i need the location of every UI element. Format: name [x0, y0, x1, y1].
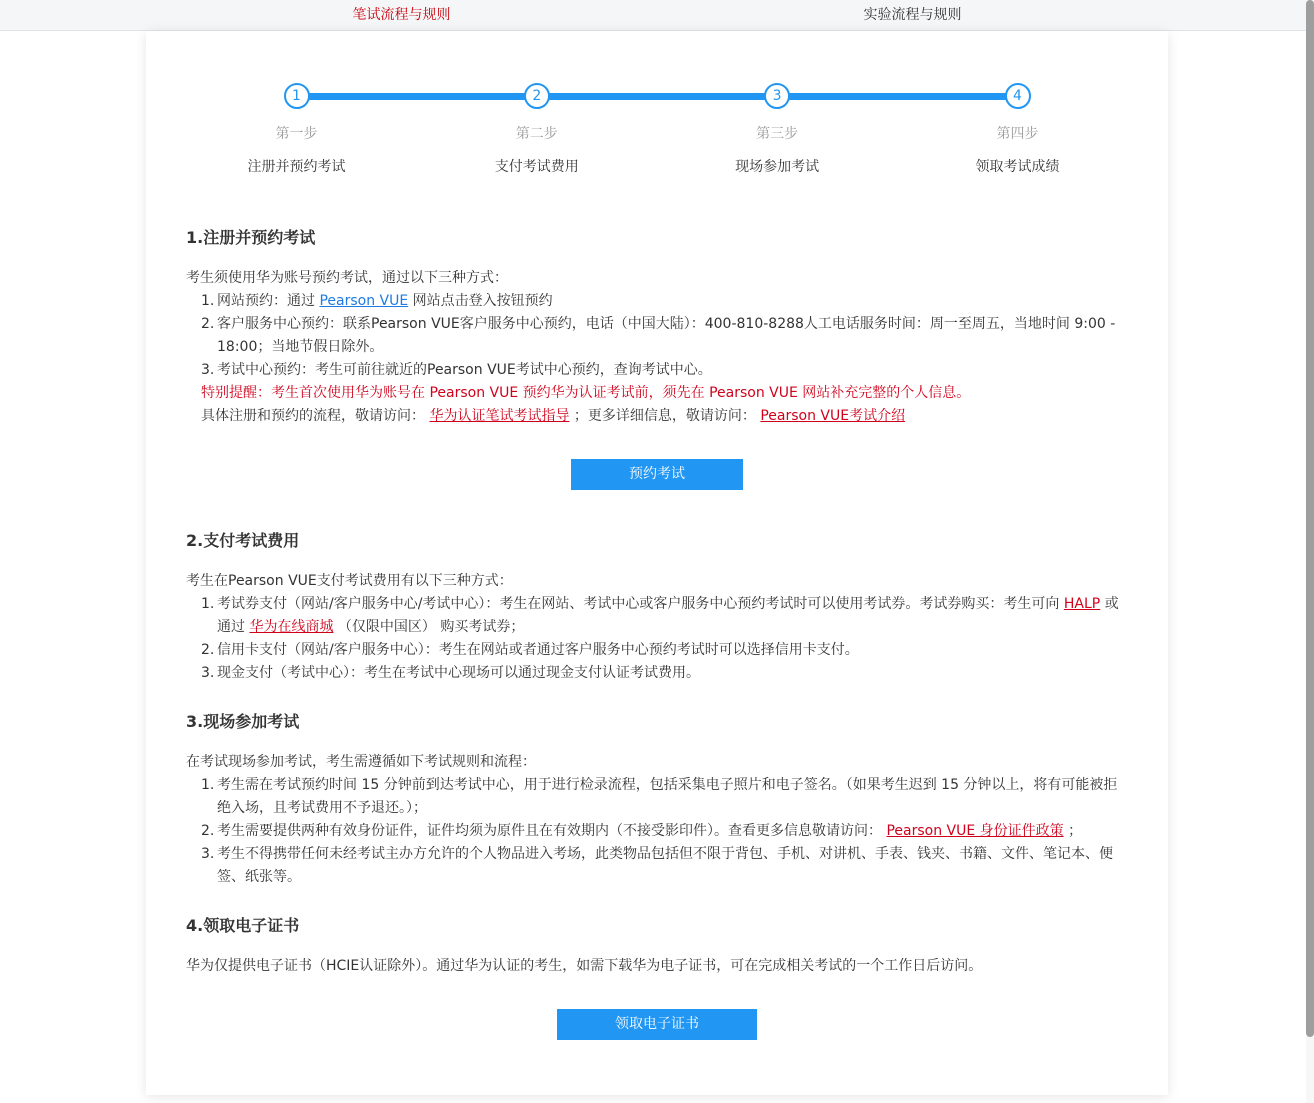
list-item-number: 3. [201, 665, 215, 681]
huawei-online-store-link[interactable]: 华为在线商城 [249, 619, 334, 635]
list-item [201, 290, 1128, 313]
section-4-intro: 华为仅提供电子证书（HCIE认证除外）。通过华为认证的考生，如需下载华为电子证书，可在完成相关考试的一个工作日后访问。 [186, 958, 983, 974]
step-1-circle: 1 [284, 83, 310, 109]
stepper-step-3 [677, 83, 877, 176]
book-exam-button-row [186, 459, 1128, 490]
section-2-intro: 考生在Pearson VUE支付考试费用有以下三种方式： [186, 573, 513, 589]
section-1-list [186, 290, 1128, 382]
list-item-number: 1. [201, 293, 215, 309]
list-item-text: 现金支付（考试中心）：考生在考试中心现场可以通过现金支付认证考试费用。 [217, 665, 700, 681]
get-certificate-button-row [186, 1009, 1128, 1040]
pearson-vue-id-policy-link[interactable]: Pearson VUE 身份证件政策 [886, 823, 1064, 839]
list-item-text: 网站预约：通过 [217, 293, 320, 309]
step-2-title: 支付考试费用 [494, 159, 579, 175]
list-item-text: 考试中心预约：考生可前往就近的Pearson VUE考试中心预约，查询考试中心。 [217, 362, 712, 378]
step-4-circle: 4 [1005, 83, 1031, 109]
list-item [201, 843, 1128, 889]
section-3-intro: 在考试现场参加考试，考生需遵循如下考试规则和流程： [186, 754, 536, 770]
list-item [201, 662, 1128, 685]
section-4-heading: 4.领取电子证书 [186, 916, 300, 935]
list-item-number: 3. [201, 362, 215, 378]
pearson-vue-exam-intro-link[interactable]: Pearson VUE考试介绍 [760, 408, 906, 424]
step-3-circle: 3 [764, 83, 790, 109]
list-item-text: ； [1063, 823, 1083, 839]
list-item-text [217, 593, 1128, 639]
list-item-text: 考试券支付（网站/客户服务中心/考试中心）：考生在网站、考试中心或客户服务中心预约考试时可以使用考试券。考试券购买：考生可向 [217, 596, 1064, 612]
list-item [201, 639, 1128, 662]
section-2-list [186, 593, 1128, 685]
list-item-text: 考生需在考试预约时间 15 分钟前到达考试中心，用于进行检录流程，包括采集电子照片和电子签名。（如果考生迟到 15 分钟以上，将有可能被拒绝入场，且考试费用不予退还。）； [217, 777, 1118, 816]
top-tab-bar [0, 0, 1314, 31]
list-item-text: 考生不得携带任何未经考试主办方允许的个人物品进入考场，此类物品包括但不限于背包、手机、对讲机、手表、钱夹、书籍、文件、笔记本、便签、纸张等。 [217, 846, 1113, 885]
step-3-title: 现场参加考试 [735, 159, 820, 175]
special-reminder-text: 特别提醒：考生首次使用华为账号在 Pearson VUE 预约华为认证考试前，须先在 Pearson VUE 网站补充完整的个人信息。 [201, 385, 971, 401]
get-certificate-button[interactable]: 领取电子证书 [557, 1009, 757, 1040]
registration-guide-line [201, 405, 1128, 428]
list-item-number: 2. [201, 823, 215, 839]
list-item [201, 313, 1128, 359]
scrollbar-thumb[interactable] [1306, 0, 1314, 1037]
step-4-label: 第四步 [996, 126, 1039, 142]
list-item-text: 或通过 [217, 596, 1119, 635]
section-1-intro: 考生须使用华为账号预约考试，通过以下三种方式： [186, 270, 508, 286]
top-tab-container [146, 0, 1168, 30]
step-3-label: 第三步 [756, 126, 799, 142]
list-item-text [217, 290, 1128, 313]
list-item-text: 考生需要提供两种有效身份证件，证件均须为原件且在有效期内（不接受影印件）。查看更多信息敬请访问： [217, 823, 887, 839]
exam-process-stepper [247, 31, 1060, 175]
step-2-circle: 2 [524, 83, 550, 109]
list-item [201, 593, 1128, 639]
list-item-number: 2. [201, 642, 215, 658]
list-item-text: 客户服务中心预约：联系Pearson VUE客户服务中心预约，电话（中国大陆）：400-810-8288人工电话服务时间：周一至周五，当地时间 9:00 - 18:00；当地节假日除外。 [217, 316, 1116, 355]
main-content-card [146, 31, 1168, 1095]
list-item-text [217, 820, 1128, 843]
step-2-label: 第二步 [515, 126, 558, 142]
section-3-list [186, 774, 1128, 889]
list-item-number: 1. [201, 596, 215, 612]
list-item-number: 1. [201, 777, 215, 793]
section-1-heading: 1.注册并预约考试 [186, 228, 316, 247]
stepper-step-1 [197, 83, 397, 176]
step-4-title: 领取考试成绩 [975, 159, 1060, 175]
pearson-vue-link[interactable]: Pearson VUE [319, 293, 409, 309]
tab-written-exam-rules[interactable]: 笔试流程与规则 [352, 7, 451, 23]
list-item-text: （仅限中国区） 购买考试券； [333, 619, 525, 635]
book-exam-button[interactable]: 预约考试 [571, 459, 743, 490]
stepper-progress-line [305, 93, 1010, 100]
step-1-title: 注册并预约考试 [247, 159, 346, 175]
list-item-number: 2. [201, 316, 215, 332]
scrollbar-track[interactable] [1306, 0, 1314, 1103]
halp-link[interactable]: HALP [1063, 596, 1101, 612]
section-3-heading: 3.现场参加考试 [186, 712, 300, 731]
list-item-number: 3. [201, 846, 215, 862]
list-item [201, 774, 1128, 820]
tab-lab-exam-rules[interactable]: 实验流程与规则 [863, 7, 962, 23]
stepper-step-2 [437, 83, 637, 176]
guide-text: 具体注册和预约的流程，敬请访问： [201, 408, 430, 424]
written-exam-guide-link[interactable]: 华为认证笔试考试指导 [429, 408, 570, 424]
list-item [201, 820, 1128, 843]
list-item-text: 信用卡支付（网站/客户服务中心）：考生在网站或者通过客户服务中心预约考试时可以选择信用卡支付。 [217, 642, 859, 658]
stepper-step-4 [918, 83, 1118, 176]
list-item [201, 359, 1128, 382]
guide-text: ；更多详细信息，敬请访问： [569, 408, 761, 424]
section-2-heading: 2.支付考试费用 [186, 531, 300, 550]
list-item-text: 网站点击登入按钮预约 [408, 293, 553, 309]
step-1-label: 第一步 [275, 126, 318, 142]
